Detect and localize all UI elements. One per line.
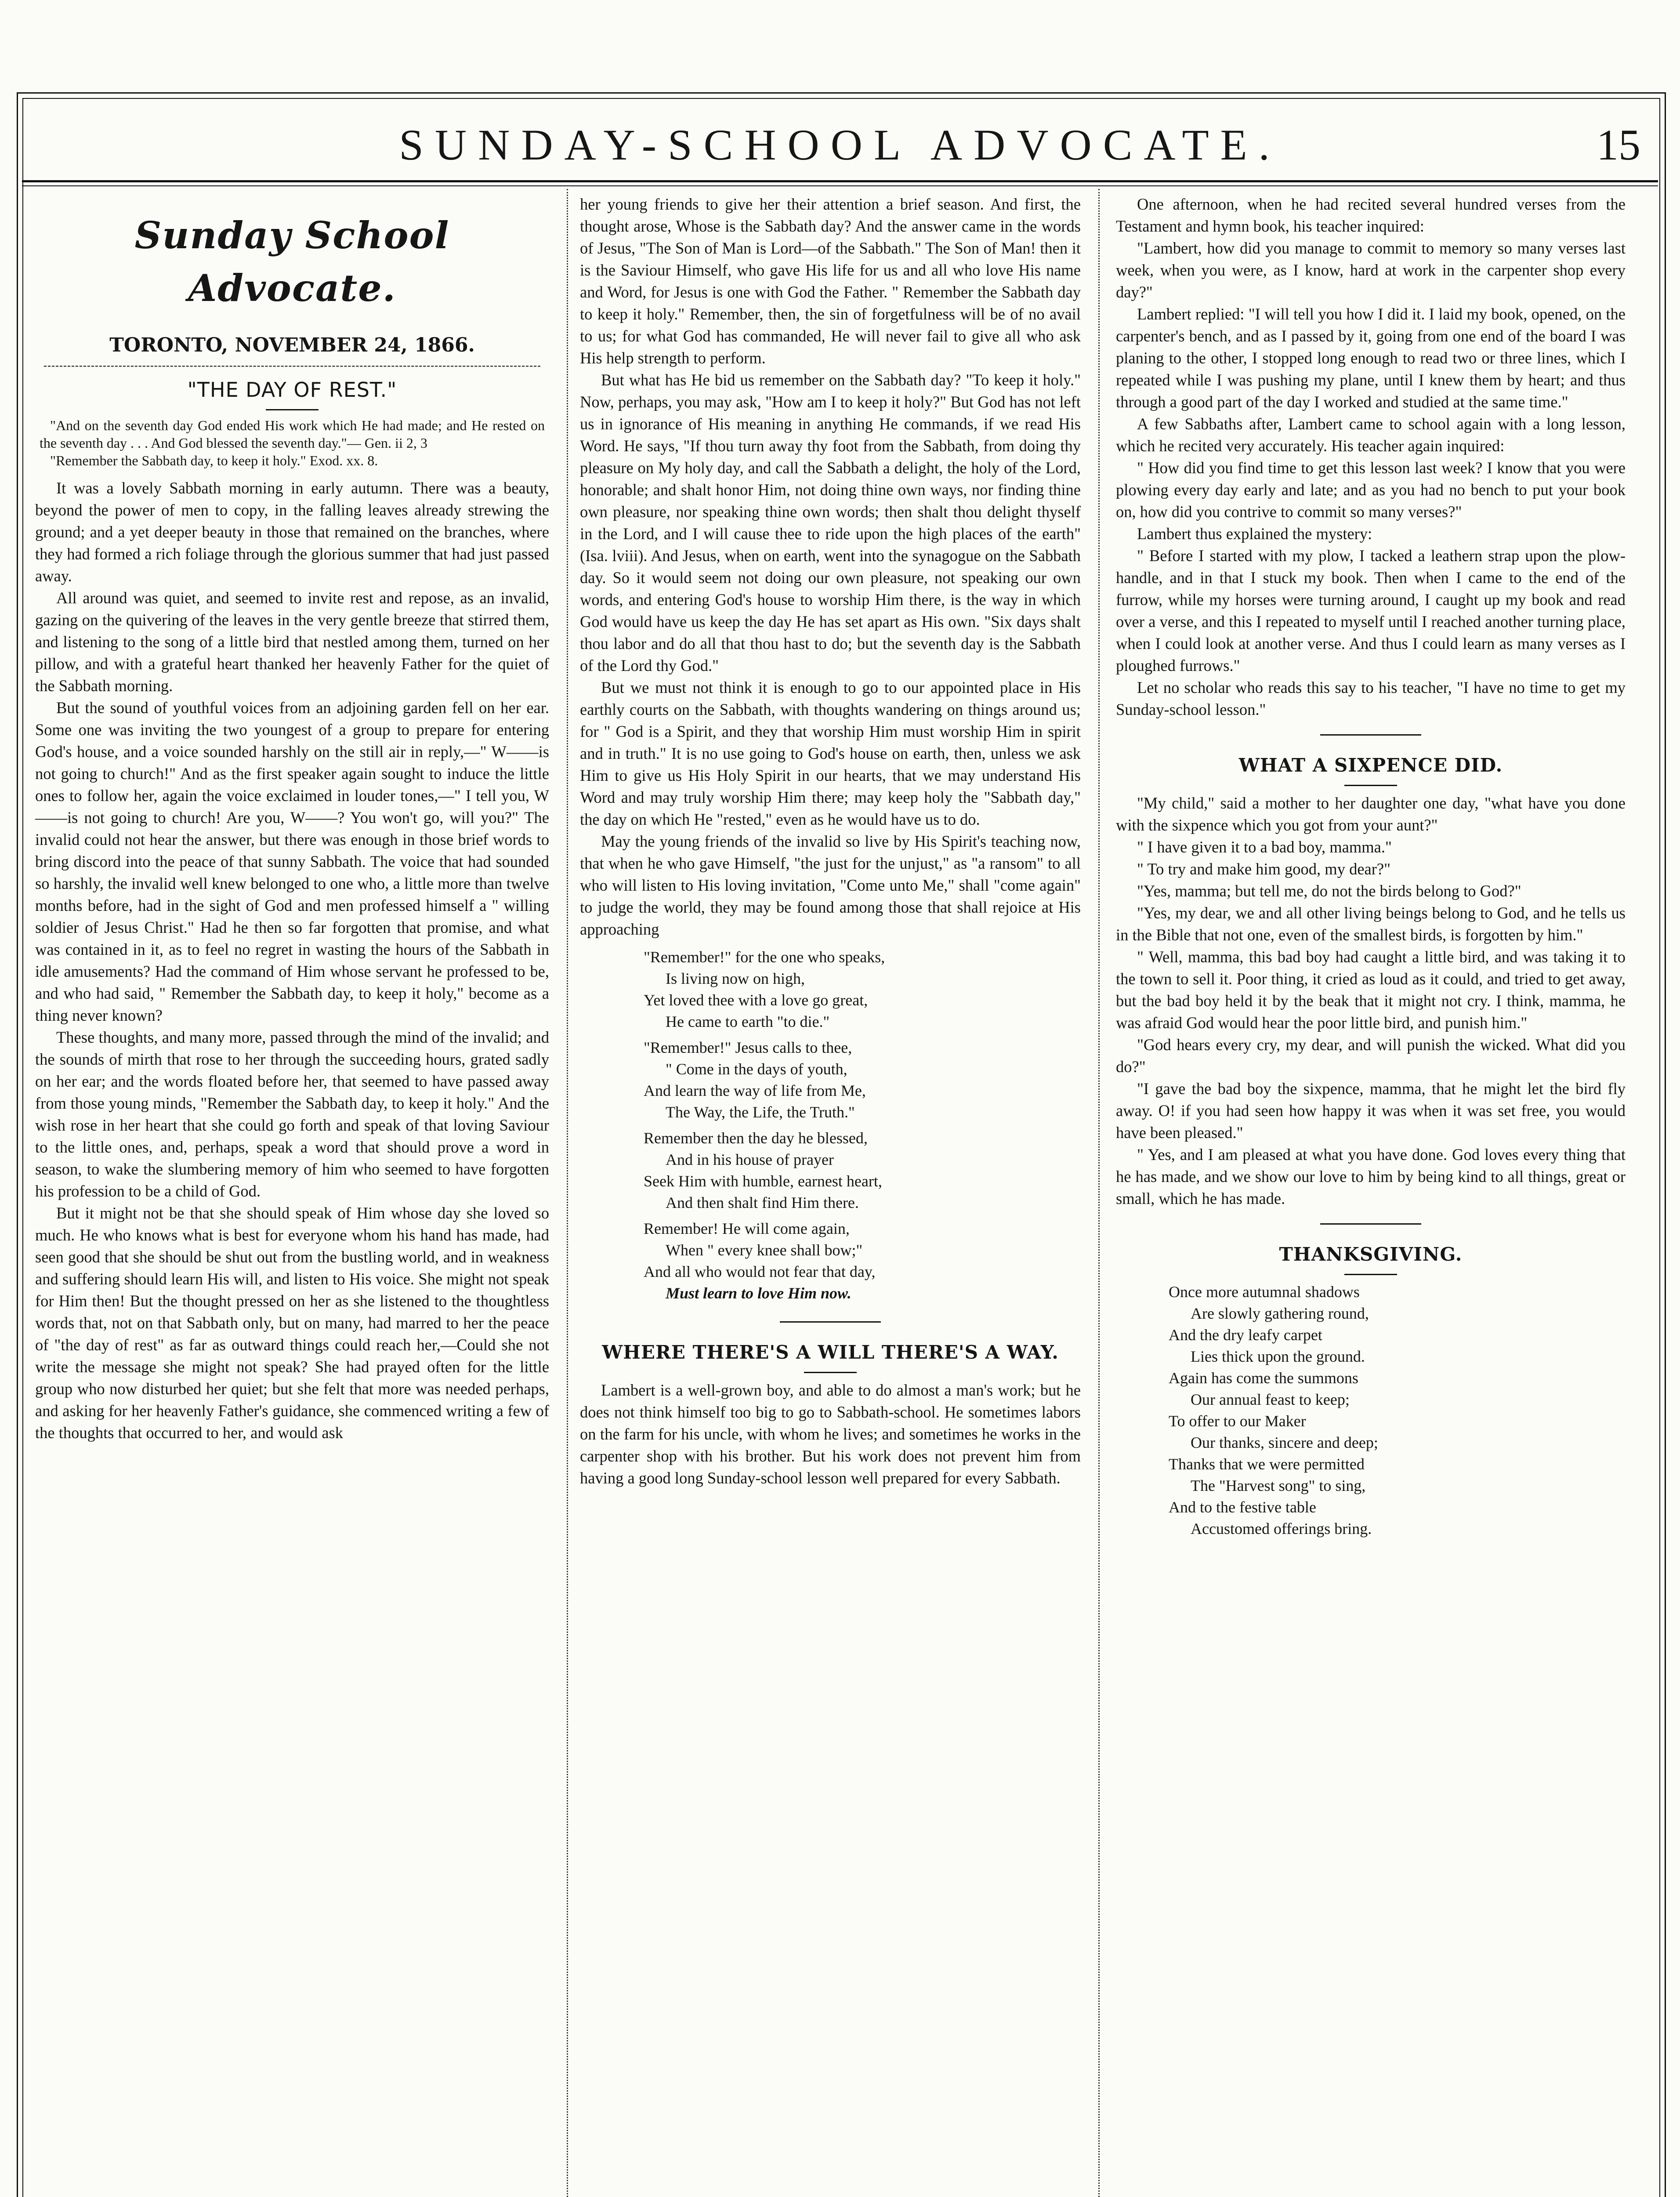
paragraph: A few Sabbaths after, Lambert came to school again with a long lesson, which he recited very accurately. His teacher again inquired: (1116, 415, 1626, 455)
paragraph: It was a lovely Sabbath morning in early autumn. There was a beauty, beyond the power of men to copy, in the falling leaves already strewing the ground; and a yet deeper beauty in those that remained on the branches, where they had formed a rich foliage through the glorious summer that had just passed away. (35, 479, 549, 585)
dateline: TORONTO, NOVEMBER 24, 1866. (109, 334, 475, 356)
paragraph: " To try and make him good, my dear?" (1137, 860, 1390, 878)
paragraph: "Yes, my dear, we and all other living beings belong to God, and he tells us in the Bible that not one, even of the smallest birds, is forgotten by him." (1116, 904, 1626, 944)
paragraph: Let no scholar who reads this say to his teacher, "I have no time to get my Sunday-school lesson." (1116, 678, 1626, 718)
paragraph: " I have given it to a bad boy, mamma." (1137, 838, 1392, 856)
poem-line: Are slowly gathering round, (1191, 1305, 1369, 1322)
header-rule-thin (22, 185, 1658, 186)
column-3 (1116, 193, 1626, 1548)
paragraph: But it might not be that she should speak of Him whose day she loved so much. He who knows what is best for everyone whom his hand has made, had seen good that she should be shut out from the bustling world, and in weakness and suffering should learn His will, and listen to His voice. She might not speak for Him then! But the thought pressed on her as she listened to the thoughtless words that, not on that Sabbath only, but on many, had marred to her the peace of "the day of rest" as far as outward things could reach her,—Could she not write the message she might not speak? She had prayed often for the little group who now disturbed her quiet; but she felt that more was needed perhaps, and asking for her heavenly Father's guidance, she commenced writing a few of the thoughts that occurred to her, and would ask (35, 1204, 549, 1442)
paragraph: "Lambert, how did you manage to commit to memory so many verses last week, when you were, as I know, hard at work in the carpenter shop every day?" (1116, 239, 1626, 301)
epigraph-quote: "Remember the Sabbath day, to keep it holy." Exod. xx. 8. (50, 453, 378, 468)
poem-stanza (580, 946, 1081, 1033)
paragraph: Lambert replied: "I will tell you how I did it. I laid my book, opened, on the carpenter's bench, and as I passed by it, going from one end of the board I was planing to the other, I stopped long enough to read two or three lines, which I repeated while I was pushing my plane, until I knew them by heart; and thus through a good part of the day I worked and studied at the same time." (1116, 305, 1626, 411)
column-1 (35, 193, 549, 1444)
poem-line: To offer to our Maker (1169, 1412, 1306, 1430)
paragraph: her young friends to give her their attention a brief season. And first, the thought arose, Whose is the Sabbath day? And the answer came in the words of Jesus, "The Son of Man is Lord—of the Sabbath." The Son of Man! then it is the Saviour Himself, who gave His life for us and all who love His name and Word, for Jesus is one with God the Father. " Remember the Sabbath day to keep it holy." Remember, then, the sin of forgetfulness will be of no avail to us; for what God has commanded, He will never fail to give all who ask His help strength to perform. (580, 195, 1081, 367)
epigraph (40, 417, 545, 469)
column-2 (580, 193, 1081, 1489)
poem-line: Remember then the day he blessed, (644, 1129, 868, 1147)
paragraph: "I gave the bad boy the sixpence, mamma, that he might let the bird fly away. O! if you had seen how happy it was when it was set free, you would have been pleased." (1116, 1080, 1626, 1142)
poem-line: Once more autumnal shadows (1169, 1283, 1360, 1301)
poem-remember (580, 946, 1081, 1304)
poem-stanza (580, 1218, 1081, 1304)
poem-stanza (580, 1037, 1081, 1123)
column-divider-1 (567, 189, 568, 2197)
poem-line: "Remember!" for the one who speaks, (644, 948, 885, 966)
epigraph-quote: "And on the seventh day God ended His work which He had made; and He rested on the seventh day . . . And God blessed the seventh day."— Gen. ii 2, 3 (40, 417, 545, 451)
poem-line: "Remember!" Jesus calls to thee, (644, 1039, 852, 1056)
paragraph: "Yes, mamma; but tell me, do not the birds belong to God?" (1137, 882, 1521, 900)
paragraph: All around was quiet, and seemed to invite rest and repose, as an invalid, gazing on the quivering of the leaves in the very gentle breeze that stirred them, and listening to the song of a little bird that nestled among them, turned on her pillow, and with a grateful heart thanked her heavenly Father for the quiet of the Sabbath morning. (35, 589, 549, 695)
article-title-thanksgiving: THANKSGIVING. (1279, 1244, 1463, 1265)
poem-line: And to the festive table (1169, 1498, 1316, 1516)
poem-line: Accustomed offerings bring. (1191, 1520, 1372, 1537)
paragraph: May the young friends of the invalid so live by His Spirit's teaching now, that when he who gave Himself, "the just for the unjust," as "a ransom" to all who will listen to His loving invitation, "Come unto Me," shall "come again" to judge the world, they may be found among those that shall rejoice at His approaching (580, 832, 1081, 938)
paragraph: " Well, mamma, this bad boy had caught a little bird, and was taking it to the town to sell it. Poor thing, it cried as loud as it could, and tried to get away, but the bad boy held it by the beak that it might not cry. I think, mamma, he was afraid God would hear the poor little bird, and punish him." (1116, 948, 1626, 1032)
newspaper-title: SUNDAY-SCHOOL ADVOCATE. (399, 120, 1281, 169)
poem-line: Thanks that we were permitted (1169, 1455, 1365, 1473)
paragraph: These thoughts, and many more, passed through the mind of the invalid; and the sounds of mirth that rose to her through the succeeding hours, grated sadly on her ear; and the words floated before her, that seemed to have passed away from those young minds, "Remember the Sabbath day, to keep it holy." And the wish rose in her heart that she could go forth and speak of that loving Saviour to the little ones, and, perhaps, speak a word that should prove a word in season, to wake the slumbering memory of him who seemed to have forgotten his profession to be a child of God. (35, 1028, 549, 1200)
poem-line: The Way, the Life, the Truth." (666, 1103, 855, 1121)
poem-line: Lies thick upon the ground. (1191, 1348, 1365, 1365)
poem-line: And learn the way of life from Me, (644, 1082, 866, 1099)
poem-line: Yet loved thee with a love go great, (644, 991, 868, 1009)
title-rule (266, 409, 319, 410)
paragraph: But the sound of youthful voices from an adjoining garden fell on her ear. Some one was inviting the two youngest of a group to prepare for entering God's house, and a voice sounded harshly on the still air in reply,—" W——is not going to church!" And as the first speaker again sought to induce the little ones to follow her, again the voice exclaimed in louder tones,—" I tell you, W——is not going to church! Are you, W——? You won't go, will you?" The invalid could not hear the answer, but there was enough in those brief words to bring discord into the peace of that sunny Sabbath. The voice that had sounded so harshly, the invalid well knew belonged to one who, a little more than twelve months before, had in the sight of God and men professed himself a " willing soldier of Jesus Christ." Had he then so far forgotten that promise, and what was contained in it, as to feel no regret in wasting the hours of the Sabbath in idle amusements? Had the command of Him whose servant he professed to be, and who had said, " Remember the Sabbath day, to keep it holy," become as a thing never known? (35, 699, 549, 1024)
paragraph: " Yes, and I am pleased at what you have done. God loves every thing that he has made, and we show our love to him by being kind to all things, great or small, which he has made. (1116, 1146, 1626, 1207)
paragraph: But what has He bid us remember on the Sabbath day? "To keep it holy." Now, perhaps, you may ask, "How am I to keep it holy?" But God has not left us in ignorance of His meaning in anything He commands, if we read His Word. He says, "If thou turn away thy foot from the Sabbath, from doing thy pleasure on My holy day, and call the Sabbath a delight, the holy of the Lord, honorable; and shalt honor Him, not doing thine own ways, nor finding thine own pleasure, nor speaking thine own words; then shalt thou delight thyself in the Lord, and I will cause thee to ride upon the high places of the earth" (Isa. lviii). And Jesus, when on earth, went into the synagogue on the Sabbath day. So it would seem not doing our own pleasure, not speaking our own words, and entering God's house to worship Him there, is the way in which God would have us keep the day He has set apart as His own. "Six days shalt thou labor and do all that thou hast to do; but the seventh day is the Sabbath of the Lord thy God." (580, 371, 1081, 674)
section-divider (580, 1312, 1081, 1330)
title-rule (1344, 1274, 1397, 1275)
page-header (22, 119, 1658, 171)
poem-line: " Come in the days of youth, (666, 1060, 847, 1078)
poem-line: And then shalt find Him there. (666, 1194, 859, 1211)
title-rule (1344, 785, 1397, 786)
header-rule (22, 180, 1658, 182)
poem-line: Seek Him with humble, earnest heart, (644, 1172, 882, 1190)
poem-line: Again has come the summons (1169, 1369, 1358, 1387)
poem-line: And in his house of prayer (666, 1151, 834, 1168)
section-divider (1116, 725, 1626, 743)
poem-line: Our thanks, sincere and deep; (1191, 1434, 1378, 1451)
poem-line: Must learn to love Him now. (666, 1284, 851, 1302)
poem-line: When " every knee shall bow;" (666, 1241, 863, 1259)
column-divider-2 (1098, 189, 1100, 2197)
article-title-sixpence: WHAT A SIXPENCE DID. (1238, 754, 1503, 776)
poem-line: Is living now on high, (666, 970, 805, 987)
page-number: 15 (1597, 120, 1640, 169)
poem-line: He came to earth "to die." (666, 1013, 830, 1030)
poem-stanza (580, 1128, 1081, 1214)
poem-line: Remember! He will come again, (644, 1220, 850, 1237)
article-title-day-of-rest: "THE DAY OF REST." (187, 378, 397, 402)
paragraph: " How did you find time to get this lesson last week? I know that you were plowing every day early and late; and as you had no bench to put your book on, how did you contrive to commit so many verses?" (1116, 459, 1626, 521)
dashed-rule (44, 366, 540, 367)
poem-line: Our annual feast to keep; (1191, 1391, 1350, 1408)
paragraph: But we must not think it is enough to go to our appointed place in His earthly courts on the Sabbath, with thoughts wandering on things around us; for " God is a Spirit, and they that worship Him must worship Him in spirit and in truth." It is no use going to God's house on earth, then, unless we ask Him to give us His Holy Spirit in our hearts, that we may understand His Word and may truly worship Him there; may keep holy the "Sabbath day," the day on which He "rested," even as he would have us to do. (580, 678, 1081, 828)
poem-line: The "Harvest song" to sing, (1191, 1477, 1366, 1494)
article-title-will-way: WHERE THERE'S A WILL THERE'S A WAY. (602, 1341, 1059, 1363)
paragraph: Lambert is a well-grown boy, and able to do almost a man's work; but he does not think himself too big to go to Sabbath-school. He sometimes labors on the farm for his uncle, with whom he lives; and sometimes he works in the carpenter shop with his brother. But his work does not prevent him from having a good long Sunday-school lesson well prepared for every Sabbath. (580, 1381, 1081, 1487)
paragraph: " Before I started with my plow, I tacked a leathern strap upon the plow-handle, and in that I stuck my book. Then when I came to the end of the furrow, while my horses were turning around, I caught up my book and read over a verse, and this I repeated to myself until I reached another turning place, when I could look at another verse. And thus I could learn as many verses as I ploughed furrows." (1116, 547, 1626, 674)
title-rule (804, 1372, 857, 1373)
paragraph: Lambert thus explained the mystery: (1137, 525, 1372, 543)
paragraph: One afternoon, when he had recited several hundred verses from the Testament and hymn book, his teacher inquired: (1116, 195, 1626, 235)
masthead: Sunday School Advocate. (134, 214, 450, 310)
poem-line: And the dry leafy carpet (1169, 1326, 1322, 1344)
poem-line: And all who would not fear that day, (644, 1263, 876, 1280)
paragraph: "God hears every cry, my dear, and will punish the wicked. What did you do?" (1116, 1036, 1626, 1076)
poem-thanksgiving (1169, 1281, 1626, 1540)
section-divider (1116, 1214, 1626, 1232)
paragraph: "My child," said a mother to her daughter one day, "what have you done with the sixpence which you got from your aunt?" (1116, 794, 1626, 834)
